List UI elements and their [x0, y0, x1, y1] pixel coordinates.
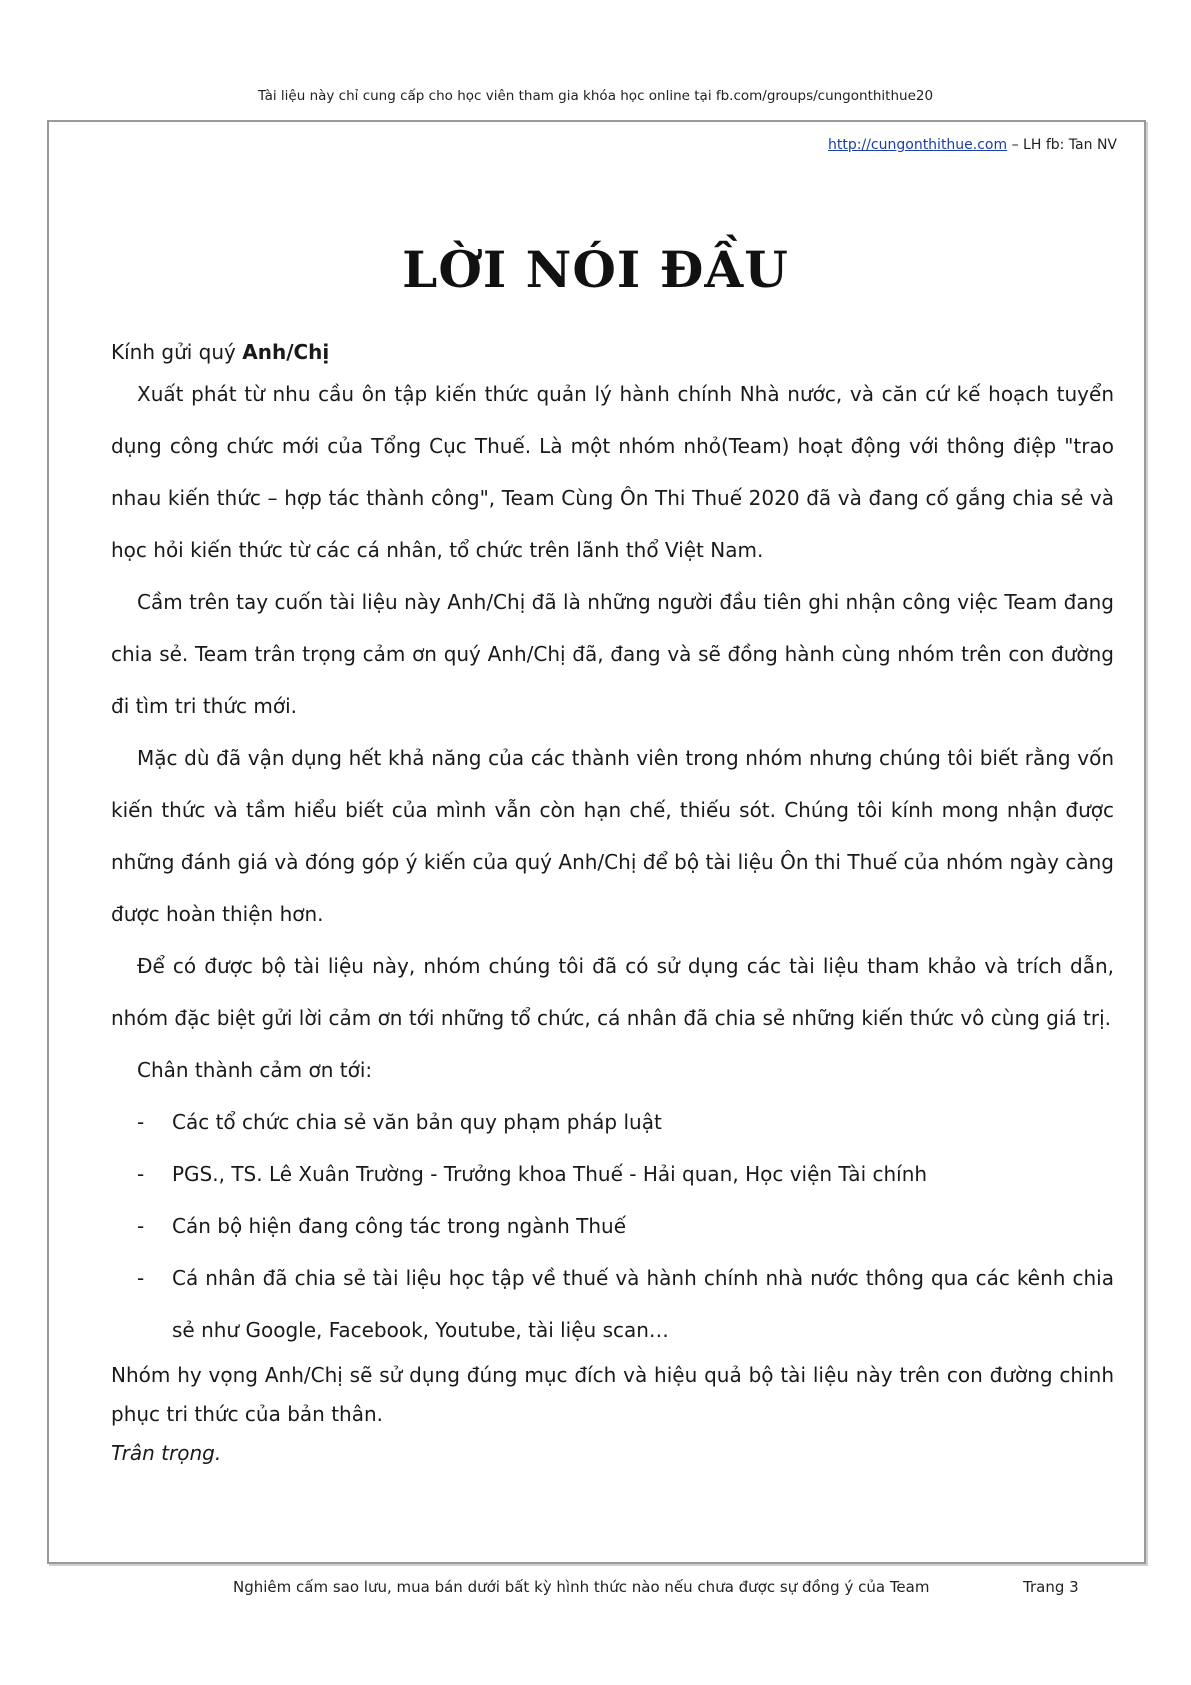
list-item: [111, 1200, 1114, 1252]
thanks-intro: Chân thành cảm ơn tới:: [137, 1058, 373, 1082]
signoff: Trân trọng.: [111, 1441, 222, 1465]
bullet-dash: -: [137, 1266, 145, 1290]
page-title: LỜI NÓI ĐẦU: [402, 240, 789, 299]
list-item-text: Cán bộ hiện đang công tác trong ngành Thuế: [172, 1214, 627, 1238]
list-item-text: Các tổ chức chia sẻ văn bản quy phạm pháp luật: [172, 1110, 662, 1134]
paragraph: Cầm trên tay cuốn tài liệu này Anh/Chị đã là những người đầu tiên ghi nhận công việc Team đang chia sẻ. Team trân trọng cảm ơn quý Anh/Chị đã, đang và sẽ đồng hành cùng nhóm trên con đường đi tìm tri thức mới.: [111, 590, 1114, 718]
greeting-prefix: Kính gửi quý: [111, 340, 243, 364]
list-item-text: PGS., TS. Lê Xuân Trường - Trưởng khoa Thuế - Hải quan, Học viện Tài chính: [172, 1162, 928, 1186]
contact-text: – LH fb: Tan NV: [1007, 137, 1117, 153]
bullet-dash: -: [137, 1162, 145, 1186]
list-item: [111, 1148, 1114, 1200]
bullet-dash: -: [137, 1214, 145, 1238]
list-item: [111, 1252, 1114, 1356]
list-item: [111, 1096, 1114, 1148]
greeting-name: Anh/Chị: [242, 340, 330, 364]
paragraph: Xuất phát từ nhu cầu ôn tập kiến thức quản lý hành chính Nhà nước, và căn cứ kế hoạch tuyển dụng công chức mới của Tổng Cục Thuế. Là một nhóm nhỏ(Team) hoạt động với thông điệp "trao nhau kiến thức – hợp tác thành công", Team Cùng Ôn Thi Thuế 2020 đã và đang cố gắng chia sẻ và học hỏi kiến thức từ các cá nhân, tổ chức trên lãnh thổ Việt Nam.: [111, 382, 1114, 562]
site-line: [828, 137, 1117, 153]
bullet-dash: -: [137, 1110, 145, 1134]
closing-paragraph: Nhóm hy vọng Anh/Chị sẽ sử dụng đúng mục đích và hiệu quả bộ tài liệu này trên con đường chinh phục tri thức của bản thân.: [111, 1363, 1114, 1426]
document-body: [111, 336, 1114, 1473]
page-number: Trang 3: [1023, 1578, 1079, 1596]
site-link[interactable]: http://cungonthithue.com: [828, 137, 1008, 153]
thanks-list: [111, 1096, 1114, 1356]
list-item-text: Cá nhân đã chia sẻ tài liệu học tập về thuế và hành chính nhà nước thông qua các kênh chia sẻ như Google, Facebook, Youtube, tài liệu scan…: [172, 1266, 1114, 1342]
top-notice: Tài liệu này chỉ cung cấp cho học viên tham gia khóa học online tại fb.com/groups/cungonthithue20: [257, 88, 934, 104]
footer-notice: Nghiêm cấm sao lưu, mua bán dưới bất kỳ hình thức nào nếu chưa được sự đồng ý của Team: [233, 1578, 930, 1596]
paragraph: Mặc dù đã vận dụng hết khả năng của các thành viên trong nhóm nhưng chúng tôi biết rằng vốn kiến thức và tầm hiểu biết của mình vẫn còn hạn chế, thiếu sót. Chúng tôi kính mong nhận được những đánh giá và đóng góp ý kiến của quý Anh/Chị để bộ tài liệu Ôn thi Thuế của nhóm ngày càng được hoàn thiện hơn.: [111, 746, 1114, 926]
paragraph: Để có được bộ tài liệu này, nhóm chúng tôi đã có sử dụng các tài liệu tham khảo và trích dẫn, nhóm đặc biệt gửi lời cảm ơn tới những tổ chức, cá nhân đã chia sẻ những kiến thức vô cùng giá trị.: [111, 954, 1114, 1030]
greeting: [111, 336, 1114, 368]
